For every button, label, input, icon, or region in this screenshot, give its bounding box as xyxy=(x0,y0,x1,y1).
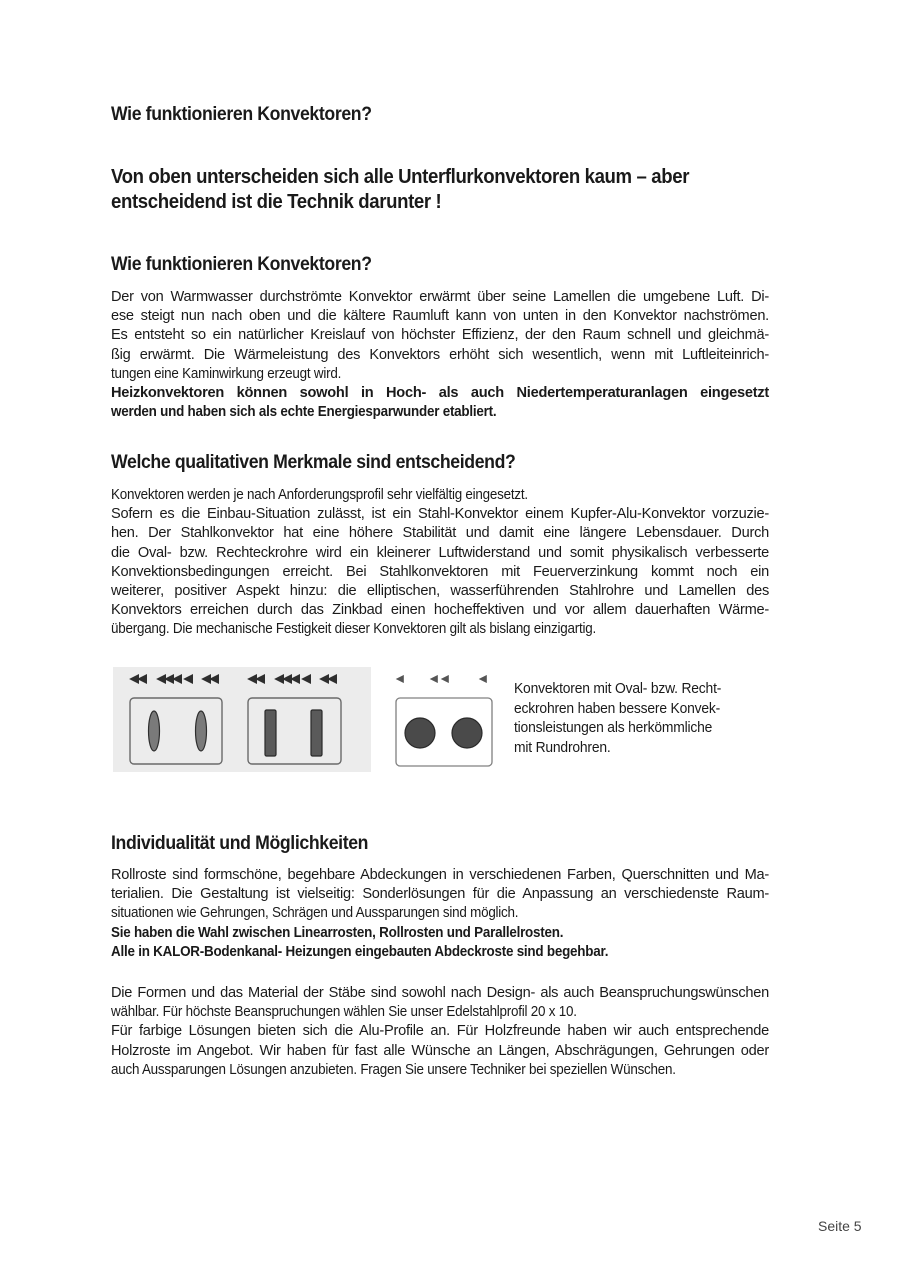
caption-line: tionsleistungen als herkömmliche xyxy=(514,720,713,736)
text-line: Holzroste im Angebot. Wir haben für fast alle Wünsche an Längen, Abschrägungen, Gehrungen oder xyxy=(111,1042,769,1059)
text-line: wählbar. Für höchste Beanspruchungen wählen Sie unser Edelstahlprofil 20 x 10. xyxy=(111,1004,577,1021)
text-line: Für farbige Lösungen bieten sich die Alu-Profile an. Für Holzfreunde haben wir auch entsprechende xyxy=(111,1023,769,1040)
text-line: übergang. Die mechanische Festigkeit dieser Konvektoren gilt als bislang einzigartig. xyxy=(111,621,596,638)
text-line: hen. Der Stahlkonvektor hat eine höhere Stabilität und damit eine längere Lebensdauer. Durch xyxy=(111,525,769,542)
text-line: Konvektionsbedingungen erreicht. Bei Stahlkonvektoren mit Feuerverzinkung kommt noch ein xyxy=(111,563,769,580)
section-body-how-convectors-work xyxy=(111,288,769,422)
text-line: Sofern es die Einbau-Situation zulässt, ist ein Stahl-Konvektor einem Kupfer-Alu-Konvektor vorzuzie- xyxy=(111,506,769,523)
section-body-quality-features xyxy=(111,486,769,640)
section-heading-individuality: Individualität und Möglichkeiten xyxy=(111,833,369,854)
text-line-bold: werden und haben sich als echte Energiesparwunder etabliert. xyxy=(111,404,497,421)
section-heading-quality-features: Welche qualitativen Merkmale sind entscheidend? xyxy=(111,452,516,473)
text-line: Der von Warmwasser durchströmte Konvektor erwärmt über seine Lamellen die umgebene Luft. Di- xyxy=(111,289,769,305)
text-line: situationen wie Gehrungen, Schrägen und Aussparungen sind möglich. xyxy=(111,905,519,922)
section-heading-how-convectors-work: Wie funktionieren Konvektoren? xyxy=(111,254,372,275)
text-line: Rollroste sind formschöne, begehbare Abdeckungen in verschiedenen Farben, Querschnitten und Ma- xyxy=(111,867,769,883)
text-line: Konvektoren werden je nach Anforderungsprofil sehr vielfältig eingesetzt. xyxy=(111,487,528,503)
subtitle-line-2: entscheidend ist die Technik darunter ! xyxy=(111,191,442,213)
text-line: Es entsteht so ein natürlicher Kreislauf von höchster Effizienz, der den Raum schnell und gleichmä- xyxy=(111,327,769,344)
subtitle-line-1: Von oben unterscheiden sich alle Unterflurkonvektoren kaum – aber xyxy=(111,166,690,188)
page-title: Wie funktionieren Konvektoren? xyxy=(111,104,372,125)
text-line: Die Formen und das Material der Stäbe sind sowohl nach Design- als auch Beanspruchungswünschen xyxy=(111,985,769,1001)
oval-tube-diagram xyxy=(130,679,222,770)
rectangular-tube-diagram xyxy=(248,679,341,770)
round-tube-diagram xyxy=(386,667,496,772)
figure-caption xyxy=(514,680,764,758)
text-line-bold: Sie haben die Wahl zwischen Linearrosten, Rollrosten und Parallelrosten. xyxy=(111,924,564,941)
section-body-individuality-2 xyxy=(111,984,769,1080)
section-body-individuality xyxy=(111,866,769,962)
text-line: Konvektors erreichen durch das Zinkbad einen hocheffektiven und vor allem dauerhaften Wärme- xyxy=(111,602,769,619)
text-line-bold: Heizkonvektoren können sowohl in Hoch- als auch Niedertemperaturanlagen eingesetzt xyxy=(111,385,769,402)
caption-line: eckrohren haben bessere Konvek- xyxy=(514,700,721,717)
text-line: ßig erwärmt. Die Wärmeleistung des Konvektors erhöht sich wesentlich, wenn mit Luftleiteinrich- xyxy=(111,346,769,363)
page-number: Seite 5 xyxy=(818,1218,862,1234)
text-line: weiterer, positiver Aspekt hinzu: die elliptischen, wasserführenden Stahlrohre und Lamellen des xyxy=(111,583,769,600)
text-line-bold: Alle in KALOR-Bodenkanal- Heizungen eingebauten Abdeckroste sind begehbar. xyxy=(111,943,609,960)
convector-diagram-panel xyxy=(113,667,371,772)
text-line: tungen eine Kaminwirkung erzeugt wird. xyxy=(111,365,342,382)
text-line: die Oval- bzw. Rechteckrohre wird ein kleinerer Luftwiderstand und somit physikalisch verbesserte xyxy=(111,544,769,561)
caption-line: mit Rundrohren. xyxy=(514,739,611,756)
text-line: auch Aussparungen Lösungen anzubieten. Fragen Sie unsere Techniker bei speziellen Wünschen. xyxy=(111,1061,676,1078)
text-line: terialien. Die Gestaltung ist vielseitig: Sonderlösungen für die Anpassung an verschiedenste Raum- xyxy=(111,886,769,903)
text-line: ese steigt nun nach oben und die kältere Raumluft kann von unten in den Konvektor nachströmen. xyxy=(111,308,769,325)
caption-line: Konvektoren mit Oval- bzw. Recht- xyxy=(514,681,722,697)
